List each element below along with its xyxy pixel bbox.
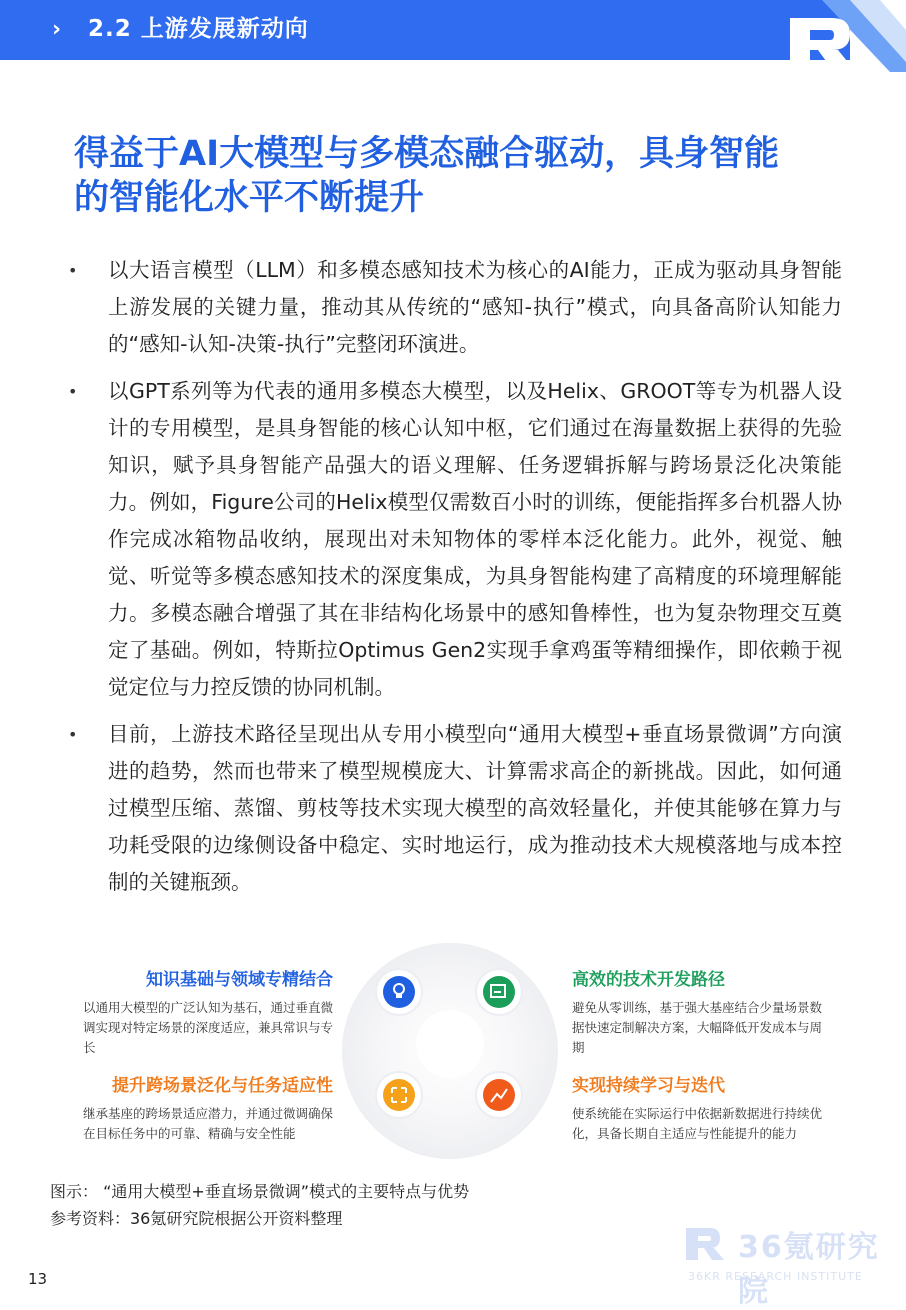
figure-caption: 图示： “通用大模型+垂直场景微调”模式的主要特点与优势 xyxy=(50,1182,470,1201)
brand-logo-corner xyxy=(770,0,906,90)
main-heading-line-1: 得益于AI大模型与多模态融合驱动，具身智能 xyxy=(74,134,780,174)
bullet-item xyxy=(62,373,842,706)
bullet-marker: • xyxy=(68,261,78,280)
chart-up-icon xyxy=(476,1072,522,1118)
watermark-subtext: 36KR RESEARCH INSTITUTE xyxy=(688,1270,863,1283)
main-heading-line-2: 的智能化水平不断提升 xyxy=(74,178,425,218)
bulb-icon xyxy=(376,969,422,1015)
feature-desc: 使系统能在实际运行中依据新数据进行持续优化，具备长期自主适应与性能提升的能力 xyxy=(572,1106,823,1141)
section-header-bar xyxy=(0,0,850,60)
chevron-right-icon: › xyxy=(52,17,62,42)
section-title: 2.2 上游发展新动向 xyxy=(88,16,309,42)
bullet-item xyxy=(62,716,842,901)
watermark-logo-icon xyxy=(682,1224,726,1264)
bullet-list xyxy=(62,252,842,911)
bullet-text: 以大语言模型（LLM）和多模态感知技术为核心的AI能力，正成为驱动具身智能上游发展的关键力量，推动其从传统的“感知-执行”模式，向具备高阶认知能力的“感知-认知-决策-执行”完整闭环演进。 xyxy=(108,258,842,356)
expand-icon xyxy=(376,1072,422,1118)
bullet-marker: • xyxy=(68,382,78,401)
feature-generalization xyxy=(83,1074,333,1144)
source-caption: 参考资料：36氪研究院根据公开资料整理 xyxy=(50,1209,343,1228)
bullet-text: 以GPT系列等为代表的通用多模态大模型，以及Helix、GROOT等专为机器人设计的专用模型，是具身智能的核心认知中枢，它们通过在海量数据上获得的先验知识，赋予具身智能产品强大的语义理解、任务逻辑拆解与跨场景泛化决策能力。例如，Figure公司的Helix模型仅需数百小时的训练，便能指挥多台机器人协作完成冰箱物品收纳，展现出对未知物体的零样本泛化能力。此外，视觉、触觉、听觉等多模态感知技术的深度集成，为具身智能构建了高精度的环境理解能力。多模态融合增强了其在非结构化场景中的感知鲁棒性，也为复杂物理交互奠定了基础。例如，特斯拉Optimus Gen2实现手拿鸡蛋等精细操作，即依赖于视觉定位与力控反馈的协同机制。 xyxy=(108,379,842,699)
code-board-icon xyxy=(476,969,522,1015)
feature-desc: 避免从零训练，基于强大基座结合少量场景数据快速定制解决方案，大幅降低开发成本与周期 xyxy=(572,1000,823,1055)
feature-desc: 以通用大模型的广泛认知为基石，通过垂直微调实现对特定场景的深度适应，兼具常识与专长 xyxy=(83,1000,334,1055)
center-circle-graphic xyxy=(335,936,565,1166)
feature-knowledge xyxy=(83,968,333,1058)
feature-title: 提升跨场景泛化与任务适应性 xyxy=(112,1076,333,1096)
page-number: 13 xyxy=(28,1270,48,1288)
feature-efficient-path xyxy=(572,968,822,1058)
bullet-text: 目前，上游技术路径呈现出从专用小模型向“通用大模型+垂直场景微调”方向演进的趋势，然而也带来了模型规模庞大、计算需求高企的新挑战。因此，如何通过模型压缩、蒸馏、剪枝等技术实现大模型的高效轻量化，并使其能够在算力与功耗受限的边缘侧设备中稳定、实时地运行，成为推动技术大规模落地与成本控制的关键瓶颈。 xyxy=(108,722,842,894)
feature-title: 实现持续学习与迭代 xyxy=(572,1076,725,1096)
main-heading xyxy=(74,132,854,220)
feature-title: 知识基础与领域专精结合 xyxy=(146,970,333,990)
feature-title: 高效的技术开发路径 xyxy=(572,970,725,990)
feature-continuous-learning xyxy=(572,1074,822,1144)
bullet-item xyxy=(62,252,842,363)
watermark-text: 36氪研究院 xyxy=(738,1230,880,1309)
bullet-marker: • xyxy=(68,725,78,744)
feature-desc: 继承基座的跨场景适应潜力，并通过微调确保在目标任务中的可靠、精确与安全性能 xyxy=(83,1106,334,1141)
